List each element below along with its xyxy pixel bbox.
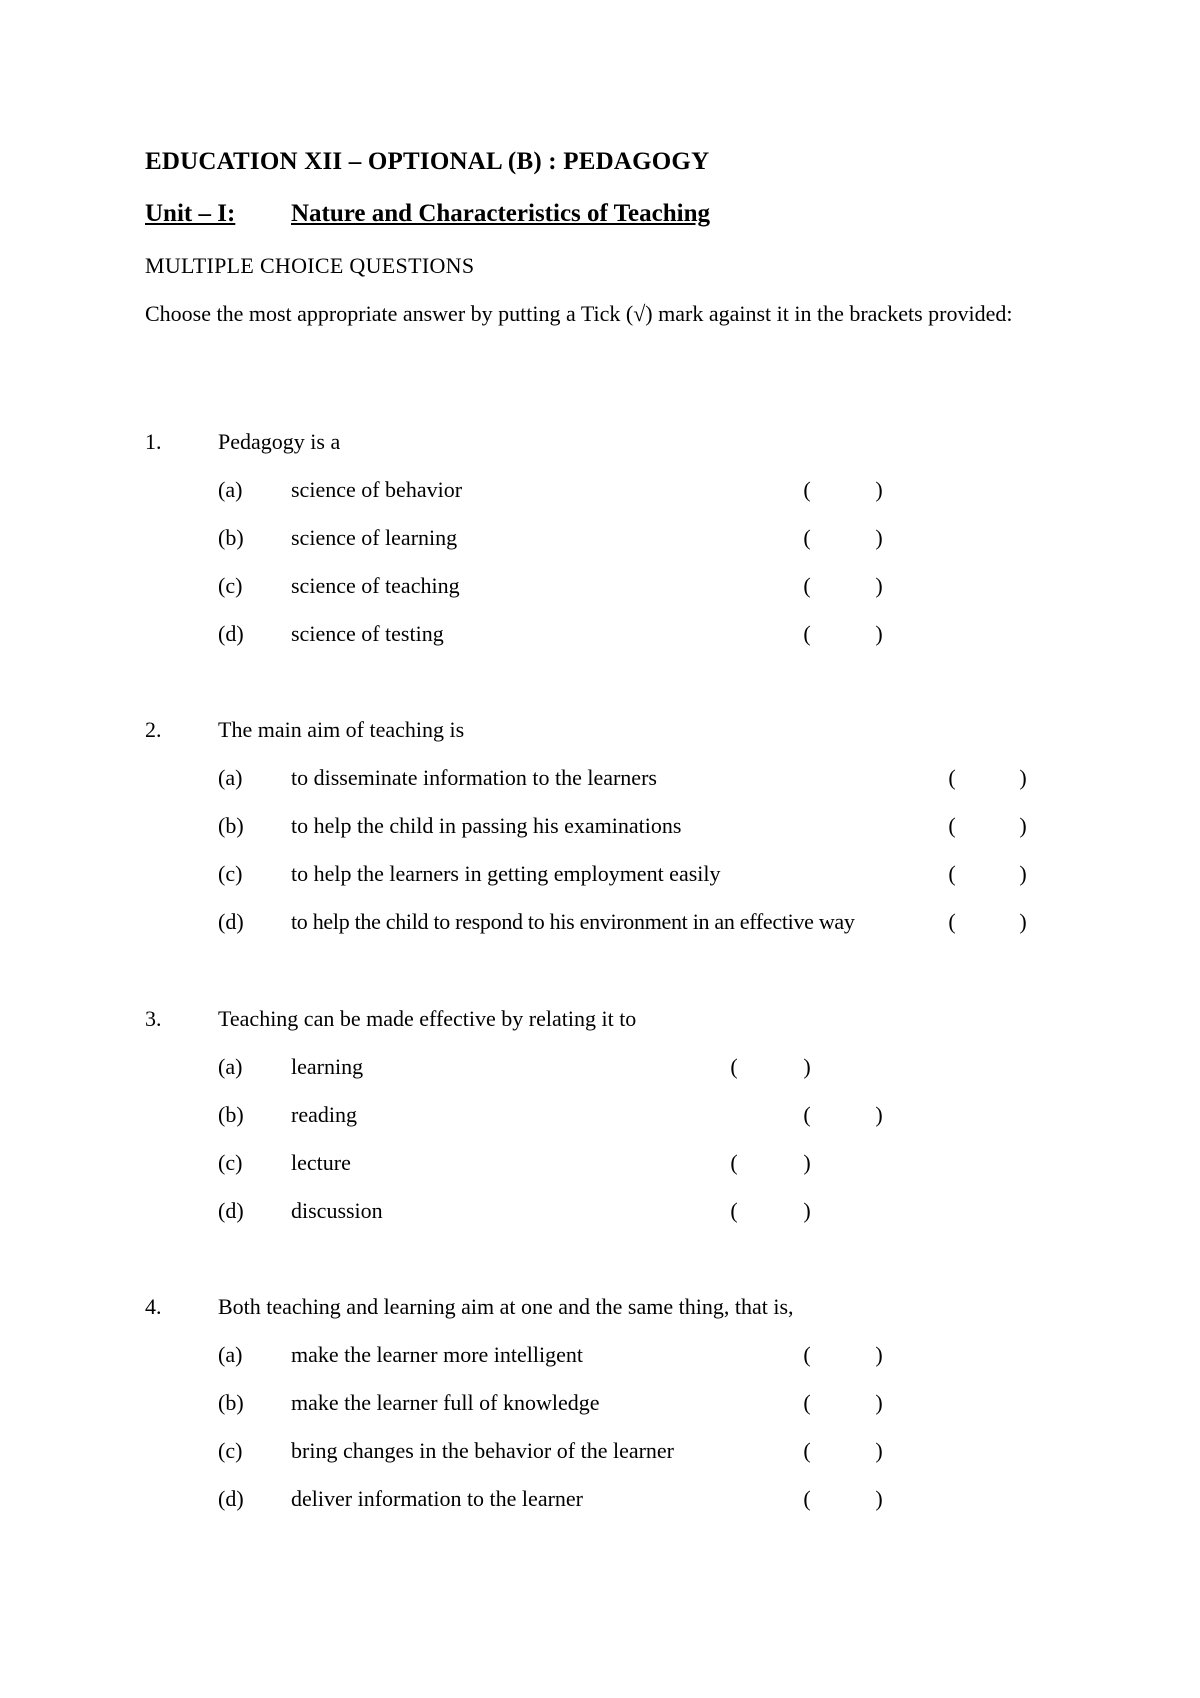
answer-bracket-open[interactable]: ( <box>803 1486 811 1511</box>
answer-bracket-open[interactable]: ( <box>803 1438 811 1463</box>
option-text: learning <box>291 1054 364 1079</box>
option-letter: (a) <box>218 1342 243 1367</box>
option-text: to help the child to respond to his environment in an effective way <box>291 909 855 934</box>
option-text: bring changes in the behavior of the learner <box>291 1438 675 1463</box>
answer-bracket-close[interactable]: ) <box>875 477 883 502</box>
option-letter: (a) <box>218 765 243 790</box>
option-text: to help the learners in getting employment easily <box>291 861 721 886</box>
answer-bracket-close[interactable]: ) <box>1019 909 1027 934</box>
option-letter: (c) <box>218 861 243 886</box>
option-letter: (d) <box>218 909 244 934</box>
document-title: EDUCATION XII – OPTIONAL (B) : PEDAGOGY <box>145 148 710 175</box>
answer-bracket-open[interactable]: ( <box>803 477 811 502</box>
answer-bracket-close[interactable]: ) <box>803 1150 811 1175</box>
option-letter: (a) <box>218 1054 243 1079</box>
answer-bracket-close[interactable]: ) <box>1019 813 1027 838</box>
answer-bracket-close[interactable]: ) <box>875 525 883 550</box>
question-text: Both teaching and learning aim at one and the same thing, that is, <box>218 1294 794 1319</box>
instructions-text: Choose the most appropriate answer by putting a Tick (√) mark against it in the brackets provided: <box>145 301 1013 326</box>
answer-bracket-open[interactable]: ( <box>948 765 956 790</box>
option-letter: (b) <box>218 525 244 550</box>
option-letter: (c) <box>218 573 243 598</box>
unit-label: Unit – I: <box>145 200 236 227</box>
answer-bracket-close[interactable]: ) <box>803 1054 811 1079</box>
answer-bracket-close[interactable]: ) <box>875 573 883 598</box>
option-text: discussion <box>291 1198 383 1223</box>
answer-bracket-open[interactable]: ( <box>730 1198 738 1223</box>
question-text: Teaching can be made effective by relating it to <box>218 1006 637 1031</box>
option-letter: (b) <box>218 1390 244 1415</box>
answer-bracket-close[interactable]: ) <box>875 621 883 646</box>
option-letter: (c) <box>218 1438 243 1463</box>
option-letter: (d) <box>218 621 244 646</box>
option-letter: (a) <box>218 477 243 502</box>
option-text: lecture <box>291 1150 351 1175</box>
answer-bracket-close[interactable]: ) <box>875 1438 883 1463</box>
answer-bracket-open[interactable]: ( <box>948 861 956 886</box>
option-text: to disseminate information to the learners <box>291 765 657 790</box>
answer-bracket-close[interactable]: ) <box>1019 861 1027 886</box>
answer-bracket-open[interactable]: ( <box>803 573 811 598</box>
option-letter: (b) <box>218 813 244 838</box>
answer-bracket-close[interactable]: ) <box>875 1390 883 1415</box>
option-text: science of teaching <box>291 573 460 598</box>
answer-bracket-open[interactable]: ( <box>803 1390 811 1415</box>
question-number: 3. <box>145 1006 162 1031</box>
answer-bracket-open[interactable]: ( <box>803 621 811 646</box>
question-text: Pedagogy is a <box>218 429 341 454</box>
question-text: The main aim of teaching is <box>218 717 465 742</box>
question-number: 2. <box>145 717 162 742</box>
option-letter: (b) <box>218 1102 244 1127</box>
answer-bracket-close[interactable]: ) <box>1019 765 1027 790</box>
answer-bracket-open[interactable]: ( <box>948 909 956 934</box>
answer-bracket-close[interactable]: ) <box>803 1198 811 1223</box>
option-text: science of testing <box>291 621 444 646</box>
option-letter: (d) <box>218 1486 244 1511</box>
option-text: deliver information to the learner <box>291 1486 583 1511</box>
answer-bracket-open[interactable]: ( <box>948 813 956 838</box>
answer-bracket-close[interactable]: ) <box>875 1102 883 1127</box>
option-text: reading <box>291 1102 357 1127</box>
answer-bracket-open[interactable]: ( <box>730 1150 738 1175</box>
unit-title: Nature and Characteristics of Teaching <box>291 200 710 227</box>
option-text: science of behavior <box>291 477 463 502</box>
question-number: 1. <box>145 429 162 454</box>
answer-bracket-open[interactable]: ( <box>803 525 811 550</box>
question-number: 4. <box>145 1294 162 1319</box>
option-text: make the learner full of knowledge <box>291 1390 600 1415</box>
option-letter: (c) <box>218 1150 243 1175</box>
answer-bracket-open[interactable]: ( <box>803 1102 811 1127</box>
option-text: to help the child in passing his examinations <box>291 813 682 838</box>
option-letter: (d) <box>218 1198 244 1223</box>
option-text: science of learning <box>291 525 458 550</box>
answer-bracket-close[interactable]: ) <box>875 1342 883 1367</box>
section-heading: MULTIPLE CHOICE QUESTIONS <box>145 253 475 278</box>
answer-bracket-open[interactable]: ( <box>730 1054 738 1079</box>
option-text: make the learner more intelligent <box>291 1342 583 1367</box>
answer-bracket-open[interactable]: ( <box>803 1342 811 1367</box>
answer-bracket-close[interactable]: ) <box>875 1486 883 1511</box>
